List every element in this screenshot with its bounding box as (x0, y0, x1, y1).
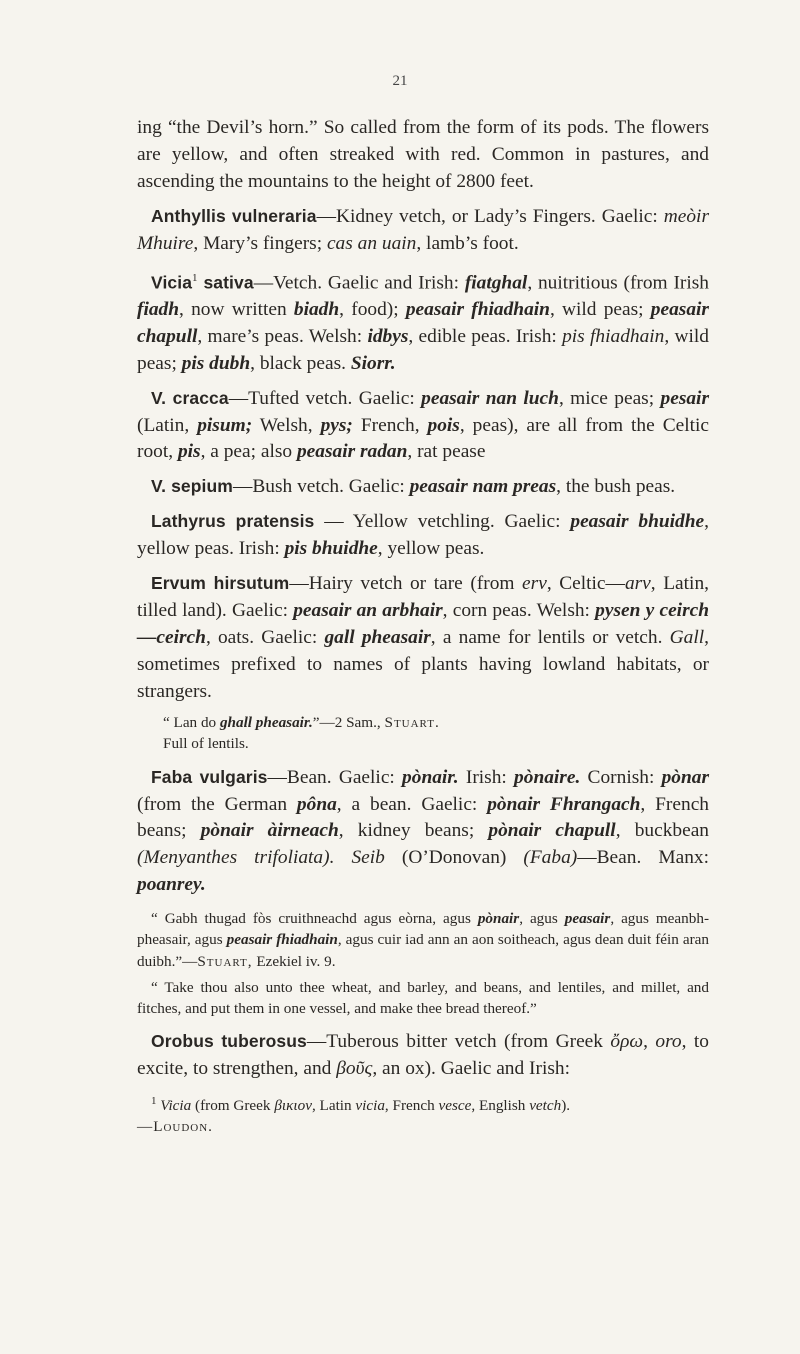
species-name: Faba vulgaris (151, 766, 268, 787)
species-name: Ervum hirsutum (151, 573, 290, 594)
species-name: Anthyllis vulneraria (151, 205, 317, 226)
footnote-vicia: $^1$ Vicia (from Greek βικιον, Latin vicia, French vesce, English vetch). —Loudon. (137, 1094, 571, 1136)
entry-anthyllis: Anthyllis vulneraria—Kidney vetch, or Lady’s Fingers. Gaelic: meòir Mhuire, Mary’s fingers; cas an uain, lamb’s foot. (137, 205, 709, 254)
quotation-english-ezekiel: “ Take thou also unto thee wheat, and barley, and beans, and lentiles, and millet, and fitches, and put them in one vessel, and make thee bread thereof.” (137, 978, 709, 1017)
entry-lathyrus: Lathyrus pratensis — Yellow vetchling. Gaelic: peasair bhuidhe, yellow peas. Irish: pis bhuidhe, yellow peas. (137, 511, 709, 560)
intro-paragraph (137, 115, 709, 196)
quotation-samuel: “ Lan do ghall pheasair.”—2 Sam., Stuart. Full of lentils. (163, 713, 440, 752)
footnote-attribution: —Loudon. (137, 1118, 213, 1136)
species-name: V. sepium (151, 476, 233, 497)
entry-v-cracca: V. cracca—Tufted vetch. Gaelic: peasair nan luch, mice peas; pesair (Latin, pisum; Welsh, pys; French, pois, peas), are all from the Celtic root, pis, a pea; also peasair radan, rat pease (137, 387, 710, 463)
species-name: Orobus tuberosus (151, 1031, 307, 1052)
entry-vicia-sativa: Vicia$^1$ sativa—Vetch. Gaelic and Irish: fiatghal, nuitritious (from Irish fiadh, now written biadh, food); peasair fhiadhain, wild peas; peasair chapull, mare’s peas. Welsh: idbys, edible peas. Irish: pis fhiadhain, wild peas; pis dubh, black peas. Siorr. (137, 271, 710, 374)
entry-v-sepium: V. sepium—Bush vetch. Gaelic: peasair nam preas, the bush peas. (151, 476, 676, 498)
page-body (137, 115, 709, 1137)
quotation-gaelic-ezekiel: “ Gabh thugad fòs cruithneachd agus eòrna, agus pònair, agus peasair, agus meanbh-pheasair, agus peasair fhiadhain, agus cuir iad ann an aon soitheach, agus dean duit féin aran duibh.”—Stuart, Ezekiel iv. 9. (137, 910, 710, 970)
species-name: Lathyrus pratensis (151, 511, 315, 532)
intro-text: ing “the Devil’s horn.” So called from the form of its pods. The flowers are yellow, and often streaked with red. Common in pastures, and ascending the mountains to the height of 2800 feet. (137, 117, 709, 192)
species-name: Vicia (151, 272, 193, 292)
species-name: V. cracca (151, 387, 229, 408)
entry-faba: Faba vulgaris—Bean. Gaelic: pònair. Irish: pònaire. Cornish: pònar (from the German pôna, a bean. Gaelic: pònair Fhrangach, French beans; pònair àirneach, kidney beans; pònair chapull, buckbean (Menyanthes trifoliata). Seib (O’Donovan) (Faba)—Bean. Manx: poanrey. (137, 766, 710, 896)
footnote-marker: 1 (151, 1094, 157, 1107)
entry-ervum: Ervum hirsutum—Hairy vetch or tare (from erv, Celtic—arv, Latin, tilled land). Gaelic: peasair an arbhair, corn peas. Welsh: pysen y ceirch—ceirch, oats. Gaelic: gall pheasair, a name for lentils or vetch. Gall, sometimes prefixed to names of plants having lowland habitats, or strangers. (137, 573, 709, 702)
footnote-marker: 1 (192, 271, 198, 284)
page-number: 21 (392, 73, 408, 89)
entry-orobus: Orobus tuberosus—Tuberous bitter vetch (from Greek ὄρω, oro, to excite, to strengthen, and βοῦς, an ox). Gaelic and Irish: (137, 1031, 709, 1080)
